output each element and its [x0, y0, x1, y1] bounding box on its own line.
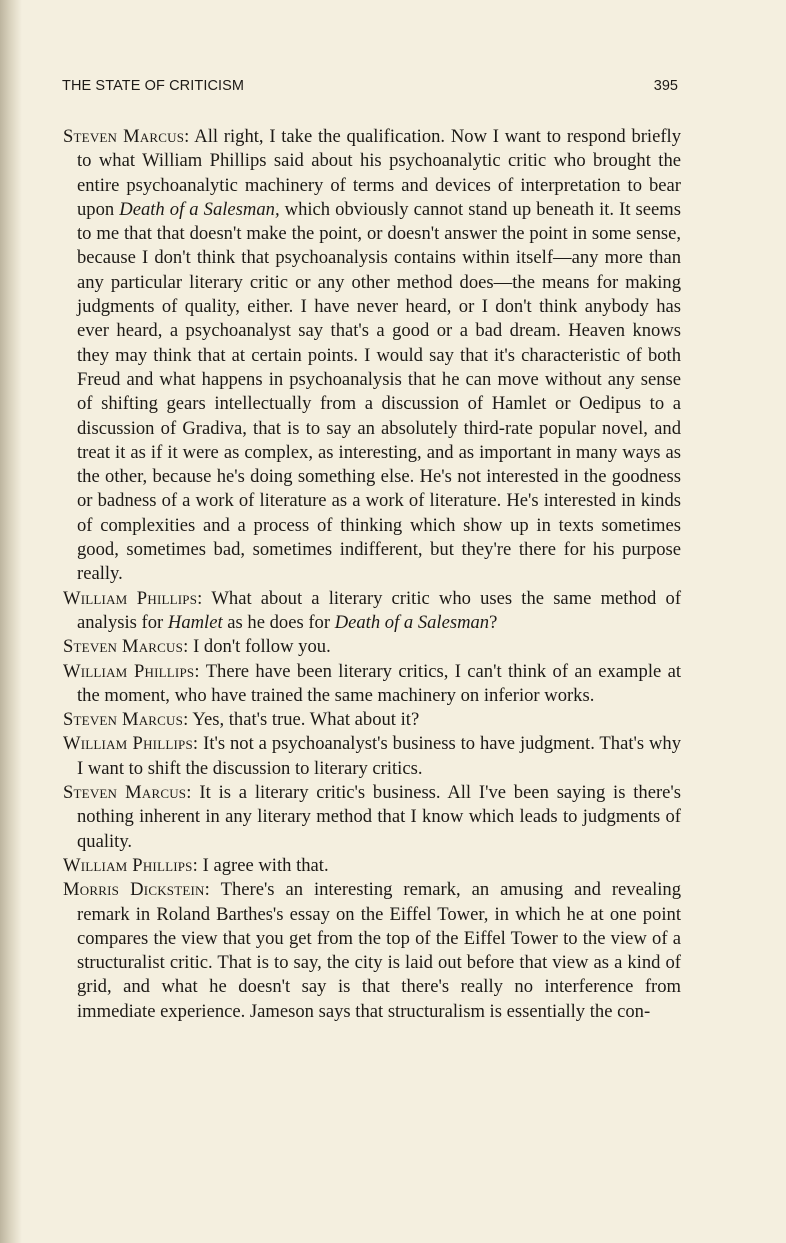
dialogue-turn-marcus-4: [63, 781, 681, 854]
speaker-name: Morris Dickstein:: [63, 879, 210, 901]
turn-text: which obviously cannot stand up beneath it. It seems to me that that doesn't make the point, or doesn't answer the point in some sense, because I don't think that psychoanalysis contains within itself—any more than any particular literary critic or any other method does—the means for making judgments of quality, either. I have never heard, or I don't think anybody has ever heard, a psychoanalyst say that's a good or a bad dream. Heaven knows they may think that at certain points. I would say that it's characteristic of both Freud and what happens in psychoanalysis that he can move without any sense of shifting gears intellectually from a discussion of Hamlet or Oedipus to a discussion of Gradiva, that is to say an absolutely third-rate popular novel, and treat it as if it were as complex, as interesting, and as important in many ways as the other, because he's doing something else. He's not interested in the goodness or badness of a work of literature as a work of literature. He's interested in kinds of complexities and a process of thinking which show up in texts sometimes good, sometimes bad, sometimes indifferent, but they're there for his purpose really.: [77, 198, 681, 585]
turn-text: Yes, that's true. What about it?: [192, 709, 420, 731]
turn-text: There have been literary critics, I can't think of an example at the moment, who have trained the same machinery on inferior works.: [77, 660, 682, 706]
turn-text: It is a literary critic's business. All I've been saying is there's nothing inherent in any literary method that I know which leads to judgments of quality.: [77, 782, 681, 852]
speaker-name: Steven Marcus:: [63, 782, 192, 804]
title-italic: Hamlet: [167, 611, 223, 633]
title-italic: Death of a Salesman,: [119, 198, 280, 220]
page-number: 395: [653, 78, 678, 94]
turn-text: There's an interesting remark, an amusing and revealing remark in Roland Barthes's essay on the Eiffel Tower, in which he at one point compares the view that you get from the top of the Eiffel Tower to the view of a structuralist critic. That is to say, the city is laid out before that view as a kind of grid, and what he doesn't say is that there's really no interference from immediate experience. Jameson says that structuralism is essentially the con-: [77, 879, 682, 1022]
speaker-name: Steven Marcus:: [63, 709, 189, 731]
turn-text: It's not a psychoanalyst's business to have judgment. That's why I want to shift the discussion to literary critics.: [77, 733, 681, 779]
dialogue-turn-marcus-1: [63, 125, 681, 587]
dialogue-body: [63, 125, 681, 1024]
speaker-name: William Phillips:: [63, 854, 198, 876]
speaker-name: Steven Marcus:: [63, 126, 190, 147]
speaker-name: William Phillips:: [63, 660, 200, 682]
dialogue-turn-phillips-3: [63, 732, 681, 781]
dialogue-turn-phillips-2: [63, 660, 681, 709]
binding-shadow: [0, 0, 22, 1243]
speaker-name: Steven Marcus:: [63, 636, 189, 658]
turn-text: as he does for: [222, 611, 335, 633]
turn-text: All right, I take the qualification. Now I want to respond briefly to what William Phillips said about his psychoanalytic critic who brought the entire psychoanalytic machinery of terms and devices of interpretation to bear upon: [77, 126, 682, 220]
speaker-name: William Phillips:: [63, 587, 203, 609]
speaker-name: William Phillips:: [63, 733, 199, 755]
title-italic: Death of a Salesman: [334, 611, 490, 633]
turn-text: I agree with that.: [202, 854, 329, 876]
turn-text: What about a literary critic who uses the same method of analysis for: [77, 587, 682, 633]
dialogue-turn-dickstein-1: [63, 878, 681, 1024]
dialogue-turn-phillips-4: [63, 854, 681, 878]
dialogue-turn-marcus-3: [63, 708, 681, 732]
turn-text: ?: [489, 611, 498, 633]
page-header: [62, 78, 678, 98]
dialogue-turn-phillips-1: [63, 587, 681, 636]
running-title: THE STATE OF CRITICISM: [62, 78, 245, 94]
turn-text: I don't follow you.: [193, 636, 331, 658]
dialogue-turn-marcus-2: [63, 635, 681, 659]
